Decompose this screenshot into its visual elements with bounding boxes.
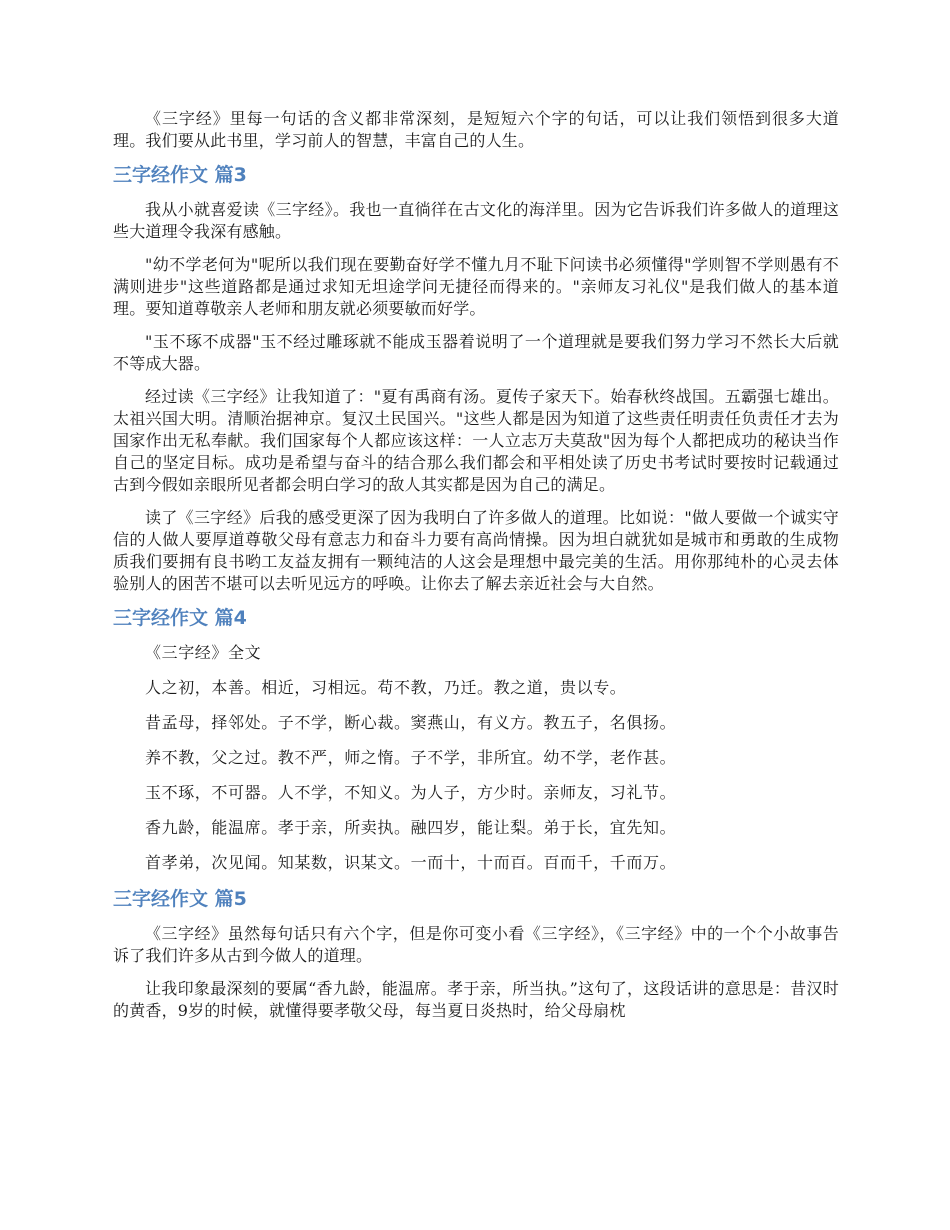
section4-verse-line: 香九龄，能温席。孝于亲，所卖执。融四岁，能让梨。弟于长，宜先知。 bbox=[145, 818, 677, 837]
section5-paragraph-2: 让我印象最深刻的要属“香九龄，能温席。孝于亲，所当执。”这句了，这段话讲的意思是：昔汉时的黄香，9岁的时候，就懂得要孝敬父母，每当夏日炎热时，给父母扇枕 bbox=[113, 979, 839, 1020]
section3-paragraph-1: 我从小就喜爱读《三字经》。我也一直徜徉在古文化的海洋里。因为它告诉我们许多做人的道理这些大道理令我深有感触。 bbox=[113, 200, 839, 241]
section4-verse-line: 昔孟母，择邻处。子不学，断心裁。窦燕山，有义方。教五子，名俱扬。 bbox=[145, 713, 677, 732]
section-heading-4: 三字经作文 篇4 bbox=[113, 607, 247, 629]
section3-paragraph-3: "玉不琢不成器"玉不经过雕琢就不能成玉器着说明了一个道理就是要我们努力学习不然长大后就不等成大器。 bbox=[113, 332, 839, 373]
section-heading-3: 三字经作文 篇3 bbox=[113, 164, 247, 186]
section-heading-5: 三字经作文 篇5 bbox=[113, 888, 247, 910]
section4-verse-line: 首孝弟，次见闻。知某数，识某文。一而十，十而百。百而千，千而万。 bbox=[145, 853, 677, 872]
intro-paragraph: 《三字经》里每一句话的含义都非常深刻，是短短六个字的句话，可以让我们领悟到很多大道理。我们要从此书里，学习前人的智慧，丰富自己的人生。 bbox=[113, 109, 839, 150]
section3-paragraph-4: 经过读《三字经》让我知道了："夏有禹商有汤。夏传子家天下。始春秋终战国。五霸强七雄出。太祖兴国大明。清顺治据神京。复汉土民国兴。"这些人都是因为知道了这些责任明责任负责任才去为国家作出无私奉献。我们国家每个人都应该这样：一人立志万夫莫敌"因为每个人都把成功的秘诀当作自己的坚定目标。成功是希望与奋斗的结合那么我们都会和平相处读了历史书考试时要按时记载通过古到今假如亲眼所见者都会明白学习的敌人其实都是因为自己的满足。 bbox=[113, 387, 839, 494]
section3-paragraph-2: "幼不学老何为"呢所以我们现在要勤奋好学不懂九月不耻下问读书必须懂得"学则智不学则愚有不满则进步"这些道路都是通过求知无坦途学问无捷径而得来的。"亲师友习礼仪"是我们做人的基本道理。要知道尊敬亲人老师和朋友就必须要敏而好学。 bbox=[113, 255, 839, 318]
section4-verse-line: 养不教，父之过。教不严，师之惰。子不学，非所宜。幼不学，老作甚。 bbox=[145, 748, 677, 767]
section3-paragraph-5: 读了《三字经》后我的感受更深了因为我明白了许多做人的道理。比如说："做人要做一个诚实守信的人做人要厚道尊敬父母有意志力和奋斗力要有高尚情操。因为坦白就犹如是城市和勇敢的生成物质我们要拥有良书哟工友益友拥有一颗纯洁的人这会是理想中最完美的生活。用你那纯朴的心灵去体验别人的困苦不堪可以去听见远方的呼唤。让你去了解去亲近社会与大自然。 bbox=[113, 508, 839, 593]
section4-line-title: 《三字经》全文 bbox=[145, 643, 262, 662]
section4-verse-line: 玉不琢，不可器。人不学，不知义。为人子，方少时。亲师友，习礼节。 bbox=[145, 783, 677, 802]
section4-verse-line: 人之初，本善。相近，习相远。苟不教，乃迁。教之道，贵以专。 bbox=[145, 678, 627, 697]
section5-paragraph-1: 《三字经》虽然每句话只有六个字，但是你可变小看《三字经》，《三字经》中的一个个小故事告诉了我们许多从古到今做人的道理。 bbox=[113, 924, 839, 965]
document-page bbox=[113, 108, 839, 1033]
